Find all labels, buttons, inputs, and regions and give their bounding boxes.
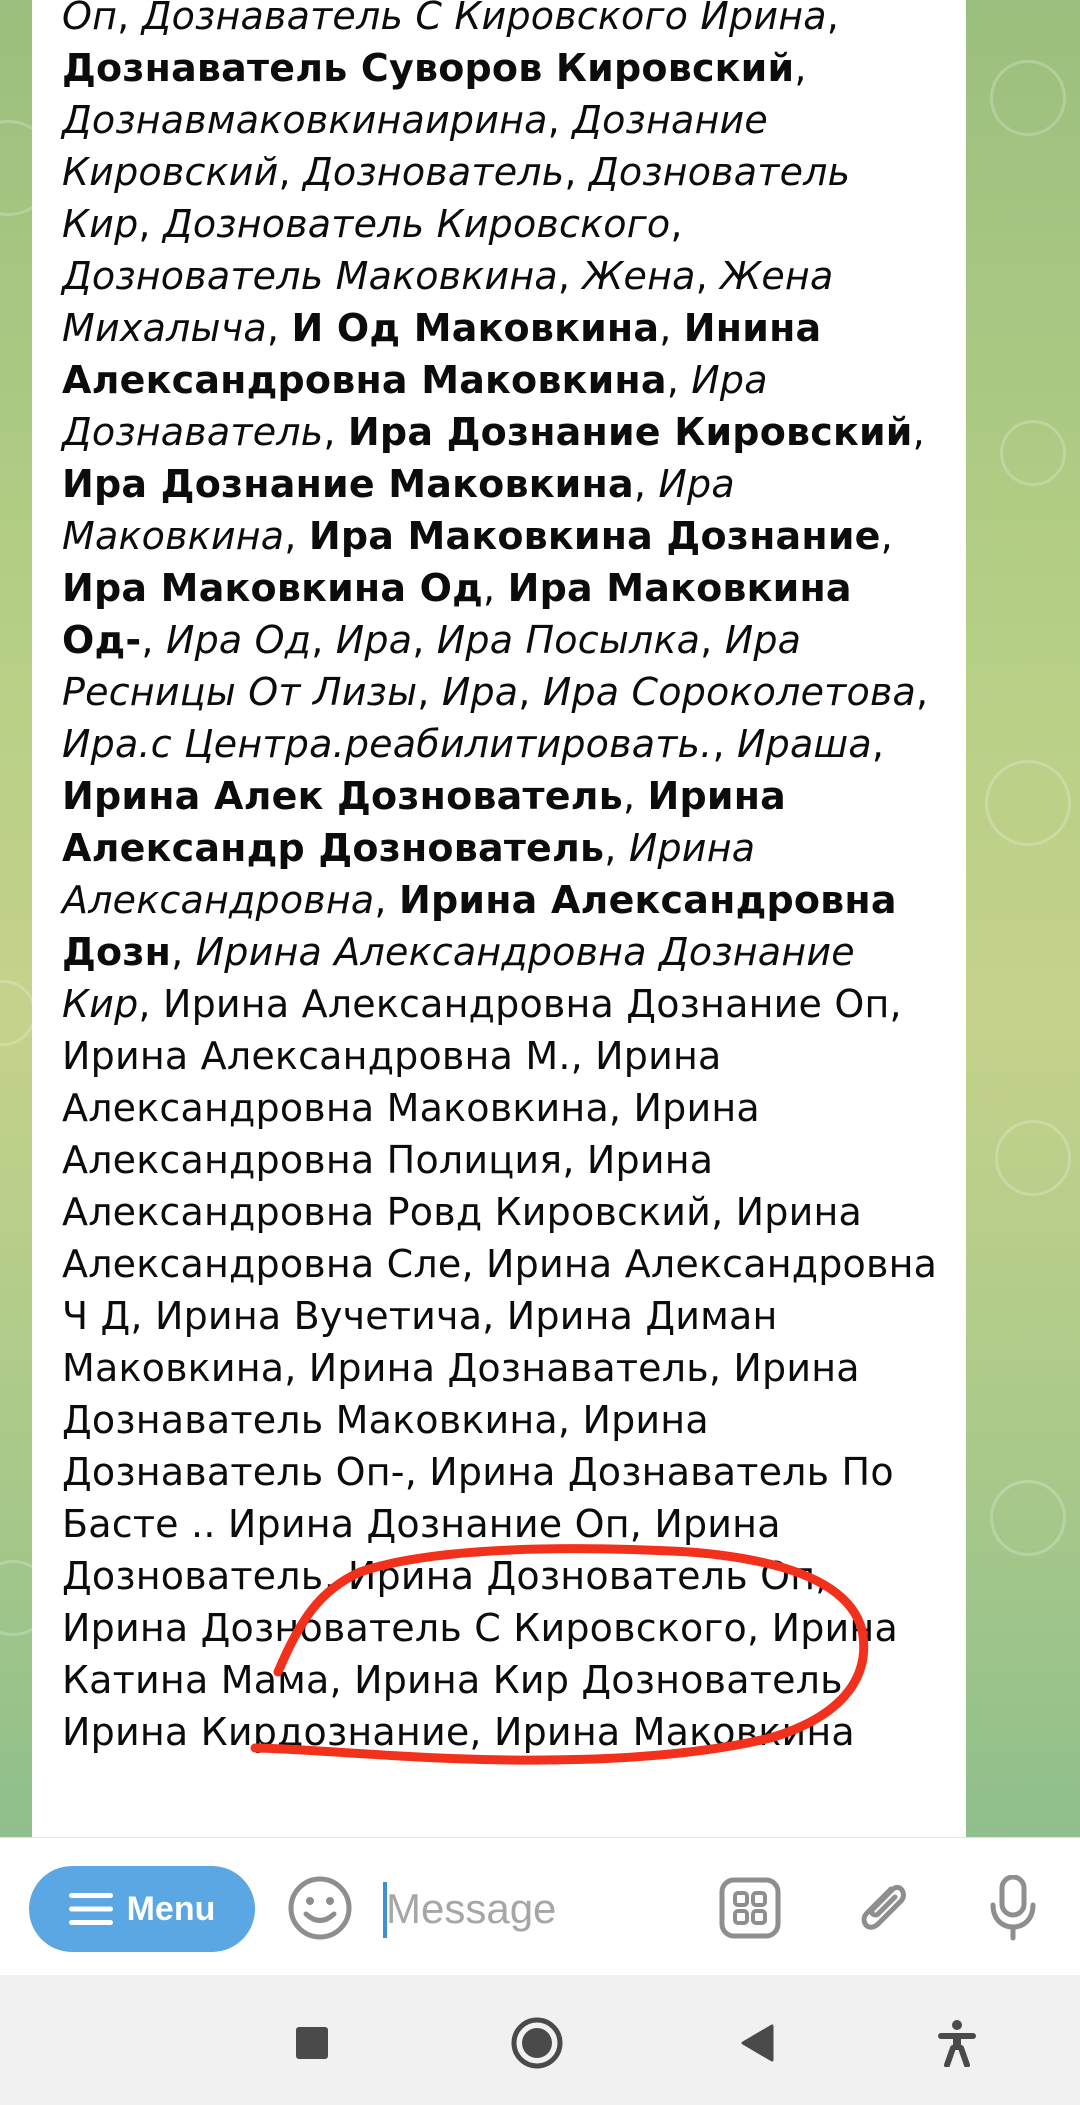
plain-text-segment: , [826, 0, 840, 38]
bold-text-segment: Ирина Александр Дознователь [62, 774, 787, 870]
italic-text-segment: Дознователь Маковкина [62, 254, 558, 298]
plain-text-segment: , [880, 514, 893, 558]
italic-text-segment: Ираша [737, 722, 872, 766]
plain-text-segment: , [695, 254, 721, 298]
nav-recents-button[interactable] [272, 2003, 352, 2083]
bold-text-segment: Ира Маковкина Дознание [308, 514, 881, 558]
menu-button[interactable] [29, 1866, 255, 1952]
emoji-button[interactable] [280, 1868, 360, 1948]
voice-record-button[interactable] [973, 1868, 1053, 1948]
accessibility-button[interactable] [917, 2003, 997, 2083]
bold-text-segment: Инина Александровна Маковкина [62, 306, 822, 402]
italic-text-segment: Дознание Кировский [62, 98, 769, 194]
bold-text-segment: Ира Маковкина Од- [62, 566, 852, 662]
microphone-icon [988, 1875, 1038, 1941]
italic-text-segment: Ира.с Центра.реабилитировать. [62, 722, 713, 766]
italic-text-segment: Дознаватель С Кировского Ирина [141, 0, 827, 38]
plain-text-segment: , [141, 618, 166, 662]
back-triangle-icon [739, 2023, 775, 2063]
paperclip-icon [851, 1877, 913, 1939]
menu-button-label: Menu [126, 1889, 216, 1928]
plain-text-segment: , Ирина Александровна Дознание Оп, Ирина Александровна М., Ирина Александровна Маковкина, Ирина Александровна Полиция, Ирина Александровна Ровд Кировский, Ирина Александровна Сле, Ирина Александровна Ч Д, Ирина Вучетича, Ирина Диман Маковкина, Ирина Дознаватель, Ирина Дознаватель Маковкина, Ирина Дознаватель Оп-, Ирина Дознаватель По Басте .. Ирина Дознание Оп, Ирина Дознователь, Ирина Дознователь Оп, Ирина Дознователь С Кировского, Ирина Катина Мама, Ирина Кир Дознователь, Ирина Кирдознание, Ирина Маковкина [62, 982, 938, 1754]
bold-text-segment: Ира Дознание Маковкина [62, 462, 634, 506]
italic-text-segment: Жена Михалыча [62, 254, 834, 350]
italic-text-segment: Дознователь Кир [62, 150, 851, 246]
italic-text-segment: Ира [335, 618, 413, 662]
plain-text-segment: , [117, 0, 142, 38]
plain-text-segment: , [266, 306, 292, 350]
plain-text-segment: , [871, 722, 885, 766]
italic-text-segment: Ира Маковкина [62, 462, 735, 558]
plain-text-segment: , [604, 826, 629, 870]
italic-text-segment: Жена [582, 254, 696, 298]
plain-text-segment: , [171, 930, 196, 974]
message-text [62, 0, 942, 1758]
plain-text-segment: , [712, 722, 737, 766]
plain-text-segment: , [622, 774, 648, 818]
plain-text-segment: , [374, 878, 399, 922]
bold-text-segment: Ирина Александровна Дозн [62, 878, 897, 974]
message-input[interactable] [384, 1872, 688, 1946]
plain-text-segment: , [564, 150, 589, 194]
plain-text-segment: , [916, 670, 929, 714]
smiley-icon [287, 1875, 353, 1941]
plain-text-segment: , [323, 410, 348, 454]
plain-text-segment: , [518, 670, 543, 714]
italic-text-segment: Ира [441, 670, 519, 714]
plain-text-segment: , [700, 618, 725, 662]
square-icon [294, 2025, 330, 2061]
plain-text-segment: , [284, 514, 309, 558]
plain-text-segment: , [278, 150, 304, 194]
plain-text-segment: , [483, 566, 508, 610]
nav-back-button[interactable] [717, 2003, 797, 2083]
plain-text-segment: , [412, 618, 437, 662]
italic-text-segment: Дознователь [303, 150, 565, 194]
hamburger-icon [69, 1892, 113, 1926]
italic-text-segment: Ира Посылка [436, 618, 701, 662]
nav-home-button[interactable] [497, 2003, 577, 2083]
bold-text-segment: Ира Дознание Кировский [347, 410, 913, 454]
bold-text-segment: И Од Маковкина [291, 306, 660, 350]
plain-text-segment: , [311, 618, 336, 662]
home-circle-icon [510, 2016, 564, 2070]
message-input-bar [0, 1837, 1080, 1976]
bot-commands-button[interactable] [710, 1868, 790, 1948]
bold-text-segment: Дознаватель Суворов Кировский [62, 46, 795, 90]
italic-text-segment: Дознавмаковкинаирина [62, 98, 548, 142]
plain-text-segment: , [557, 254, 583, 298]
bold-text-segment: Ирина Алек Дознователь [62, 774, 623, 818]
system-navigation-bar [0, 1975, 1080, 2105]
bold-text-segment: Ира Маковкина Од [62, 566, 484, 610]
italic-text-segment: Дознователь Кировского [162, 202, 671, 246]
app-grid-icon [719, 1877, 781, 1939]
plain-text-segment: , [912, 410, 925, 454]
italic-text-segment: Ира Сороколетова [542, 670, 917, 714]
attach-button[interactable] [842, 1868, 922, 1948]
plain-text-segment: , [670, 202, 683, 246]
plain-text-segment: , [633, 462, 659, 506]
italic-text-segment: Ирина Александровна [62, 826, 756, 922]
plain-text-segment: , [547, 98, 573, 142]
plain-text-segment: , [794, 46, 807, 90]
italic-text-segment: Ира Ресницы От Лизы [62, 618, 802, 714]
italic-text-segment: Ира Од [165, 618, 312, 662]
accessibility-icon [935, 2019, 979, 2067]
italic-text-segment: Ира Дознаватель [62, 358, 768, 454]
plain-text-segment: , [659, 306, 684, 350]
plain-text-segment: , [417, 670, 442, 714]
plain-text-segment: , [666, 358, 692, 402]
italic-text-segment: Ирина Александровна Дознание Кир [62, 930, 855, 1026]
plain-text-segment: , [138, 202, 163, 246]
italic-text-segment: Оп [62, 0, 118, 38]
